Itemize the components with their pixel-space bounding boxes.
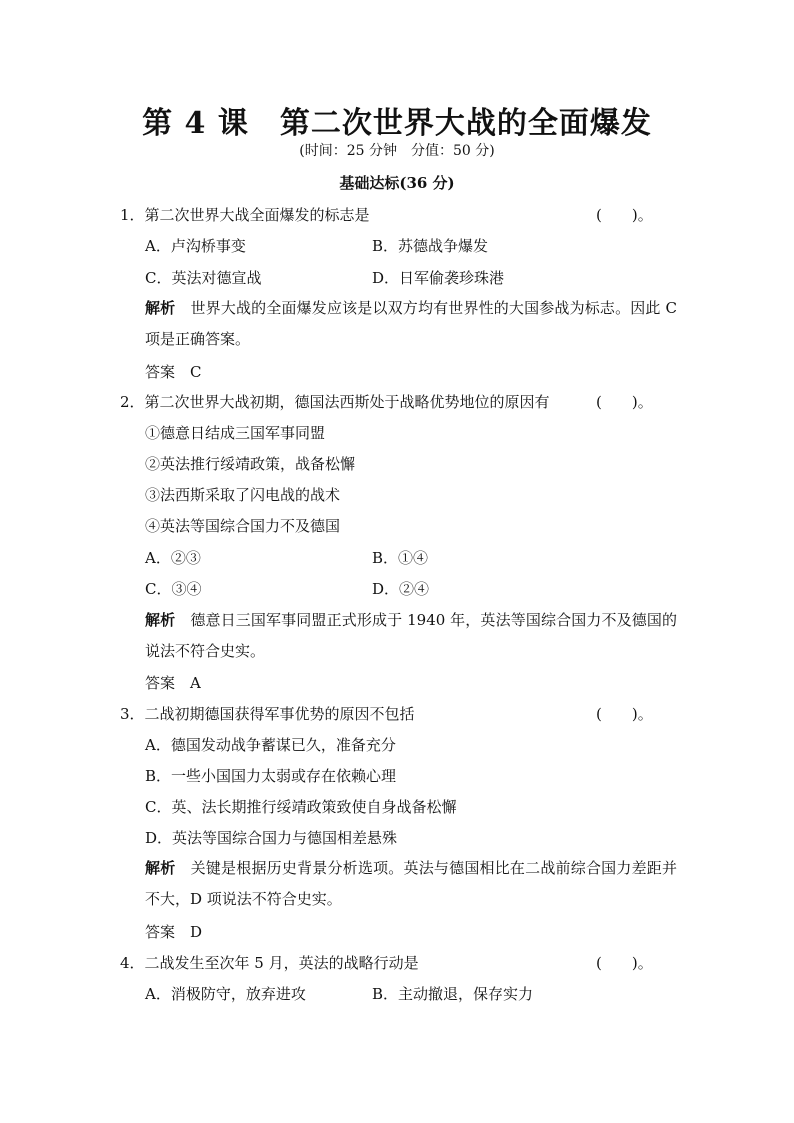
analysis-label: 解析 — [145, 611, 176, 629]
exam-meta: (时间：25 分钟 分值：50 分) — [299, 143, 495, 159]
analysis-text: 世界大战的全面爆发应该是以双方均有世界性的大国参战为标志。因此 C 项是正确答案。 — [145, 299, 677, 348]
q2-analysis — [145, 605, 677, 667]
q1-option-a: A．卢沟桥事变 — [145, 237, 246, 255]
q3-option-b: B．一些小国国力太弱或存在依赖心理 — [145, 767, 397, 785]
page-title: 第 4 课 第二次世界大战的全面爆发 — [142, 106, 652, 141]
analysis-label: 解析 — [145, 299, 176, 317]
q1-option-d: D．日军偷袭珍珠港 — [372, 269, 505, 287]
analysis-label: 解析 — [145, 859, 176, 877]
q3-option-d: D．英法等国综合国力与德国相差悬殊 — [145, 829, 398, 847]
q1-option-b: B．苏德战争爆发 — [372, 237, 489, 255]
q1-stem: 1．第二次世界大战全面爆发的标志是 — [120, 206, 370, 224]
q3-answer: 答案 D — [145, 923, 203, 941]
analysis-text: 德意日三国军事同盟正式形成于 1940 年，英法等国综合国力不及德国的说法不符合史实。 — [145, 611, 677, 660]
q2-answer: 答案 A — [145, 674, 201, 692]
q4-stem: 4．二战发生至次年 5 月，英法的战略行动是 — [120, 954, 419, 972]
q2-statement-4: ④英法等国综合国力不及德国 — [145, 517, 341, 535]
q1-answer-paren: ( )。 — [596, 206, 653, 224]
q3-answer-paren: ( )。 — [596, 705, 653, 723]
q2-option-b: B．①④ — [372, 549, 429, 567]
q3-stem: 3．二战初期德国获得军事优势的原因不包括 — [120, 705, 415, 723]
q2-answer-paren: ( )。 — [596, 393, 653, 411]
q3-option-c: C．英、法长期推行绥靖政策致使自身战备松懈 — [145, 798, 457, 816]
q1-answer: 答案 C — [145, 363, 202, 381]
q1-option-c: C．英法对德宣战 — [145, 269, 262, 287]
q2-statement-2: ②英法推行绥靖政策，战备松懈 — [145, 455, 356, 473]
q2-option-a: A．②③ — [145, 549, 201, 567]
analysis-text: 关键是根据历史背景分析选项。英法与德国相比在二战前综合国力差距并不大，D 项说法不符合史实。 — [145, 859, 677, 908]
q3-analysis — [145, 853, 677, 915]
q3-option-a: A．德国发动战争蓄谋已久，准备充分 — [145, 736, 396, 754]
section-heading: 基础达标(36 分) — [339, 174, 455, 192]
q2-stem: 2．第二次世界大战初期，德国法西斯处于战略优势地位的原因有 — [120, 393, 550, 411]
q2-option-c: C．③④ — [145, 580, 202, 598]
q4-answer-paren: ( )。 — [596, 954, 653, 972]
q1-analysis — [145, 293, 677, 355]
q2-option-d: D．②④ — [372, 580, 430, 598]
q2-statement-1: ①德意日结成三国军事同盟 — [145, 424, 326, 442]
q2-statement-3: ③法西斯采取了闪电战的战术 — [145, 486, 341, 504]
q4-option-b: B．主动撤退，保存实力 — [372, 985, 534, 1003]
q4-option-a: A．消极防守，放弃进攻 — [145, 985, 306, 1003]
